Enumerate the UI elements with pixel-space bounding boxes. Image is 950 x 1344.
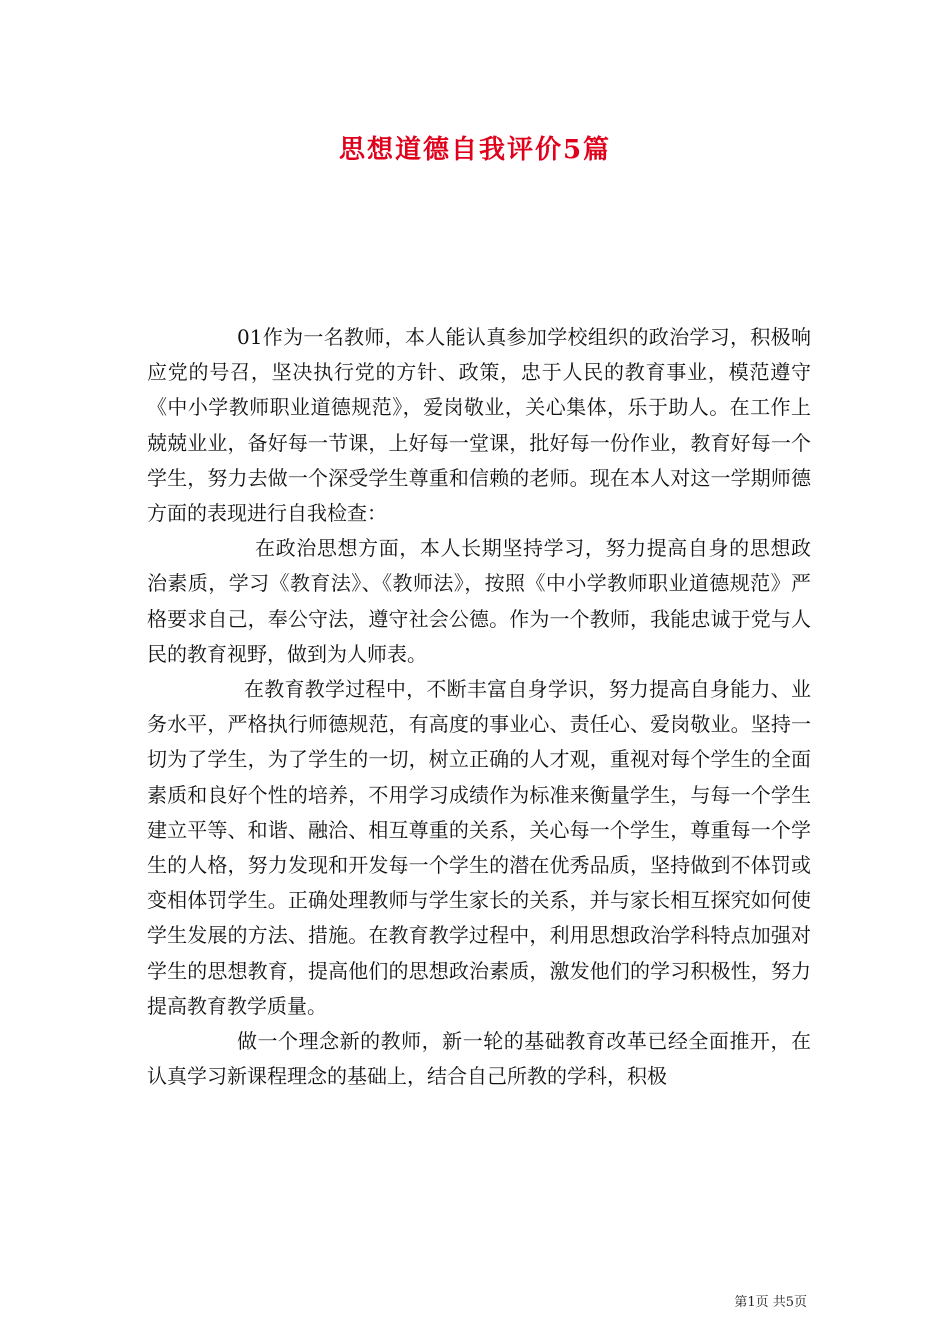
page-footer: 第1页 共5页: [734, 1295, 807, 1310]
paragraph-1: 01作为一名教师，本人能认真参加学校组织的政治学习，积极响应党的号召，坚决执行党的方针、政策，忠于人民的教育事业，模范遵守《中小学教师职业道德规范》，爱岗敬业，关心集体，乐于助人。在工作上兢兢业业，备好每一节课，上好每一堂课，批好每一份作业，教育好每一个学生，努力去做一个深受学生尊重和信赖的老师。现在本人对这一学期师德方面的表现进行自我检查：: [147, 325, 811, 526]
paragraph-3: 在教育教学过程中，不断丰富自身学识，努力提高自身能力、业务水平，严格执行师德规范，有高度的事业心、责任心、爱岗敬业。坚持一切为了学生，为了学生的一切，树立正确的人才观，重视对每个学生的全面素质和良好个性的培养，不用学习成绩作为标准来衡量学生，与每一个学生建立平等、和谐、融洽、相互尊重的关系，关心每一个学生，尊重每一个学生的人格，努力发现和开发每一个学生的潜在优秀品质，坚持做到不体罚或变相体罚学生。正确处理教师与学生家长的关系，并与家长相互探究如何使学生发展的方法、措施。在教育教学过程中，利用思想政治学科特点加强对学生的思想教育，提高他们的思想政治素质，激发他们的学习积极性，努力提高教育教学质量。: [147, 677, 811, 1018]
paragraph-2: 在政治思想方面，本人长期坚持学习，努力提高自身的思想政治素质，学习《教育法》、《教师法》，按照《中小学教师职业道德规范》严格要求自己，奉公守法，遵守社会公德。作为一个教师，我能忠诚于党与人民的教育视野，做到为人师表。: [147, 536, 811, 666]
document-body: [147, 320, 811, 1094]
paragraph-4: 做一个理念新的教师，新一轮的基础教育改革已经全面推开，在认真学习新课程理念的基础上，结合自己所教的学科，积极: [147, 1029, 811, 1089]
document-title: 思想道德自我评价5篇: [338, 135, 612, 165]
